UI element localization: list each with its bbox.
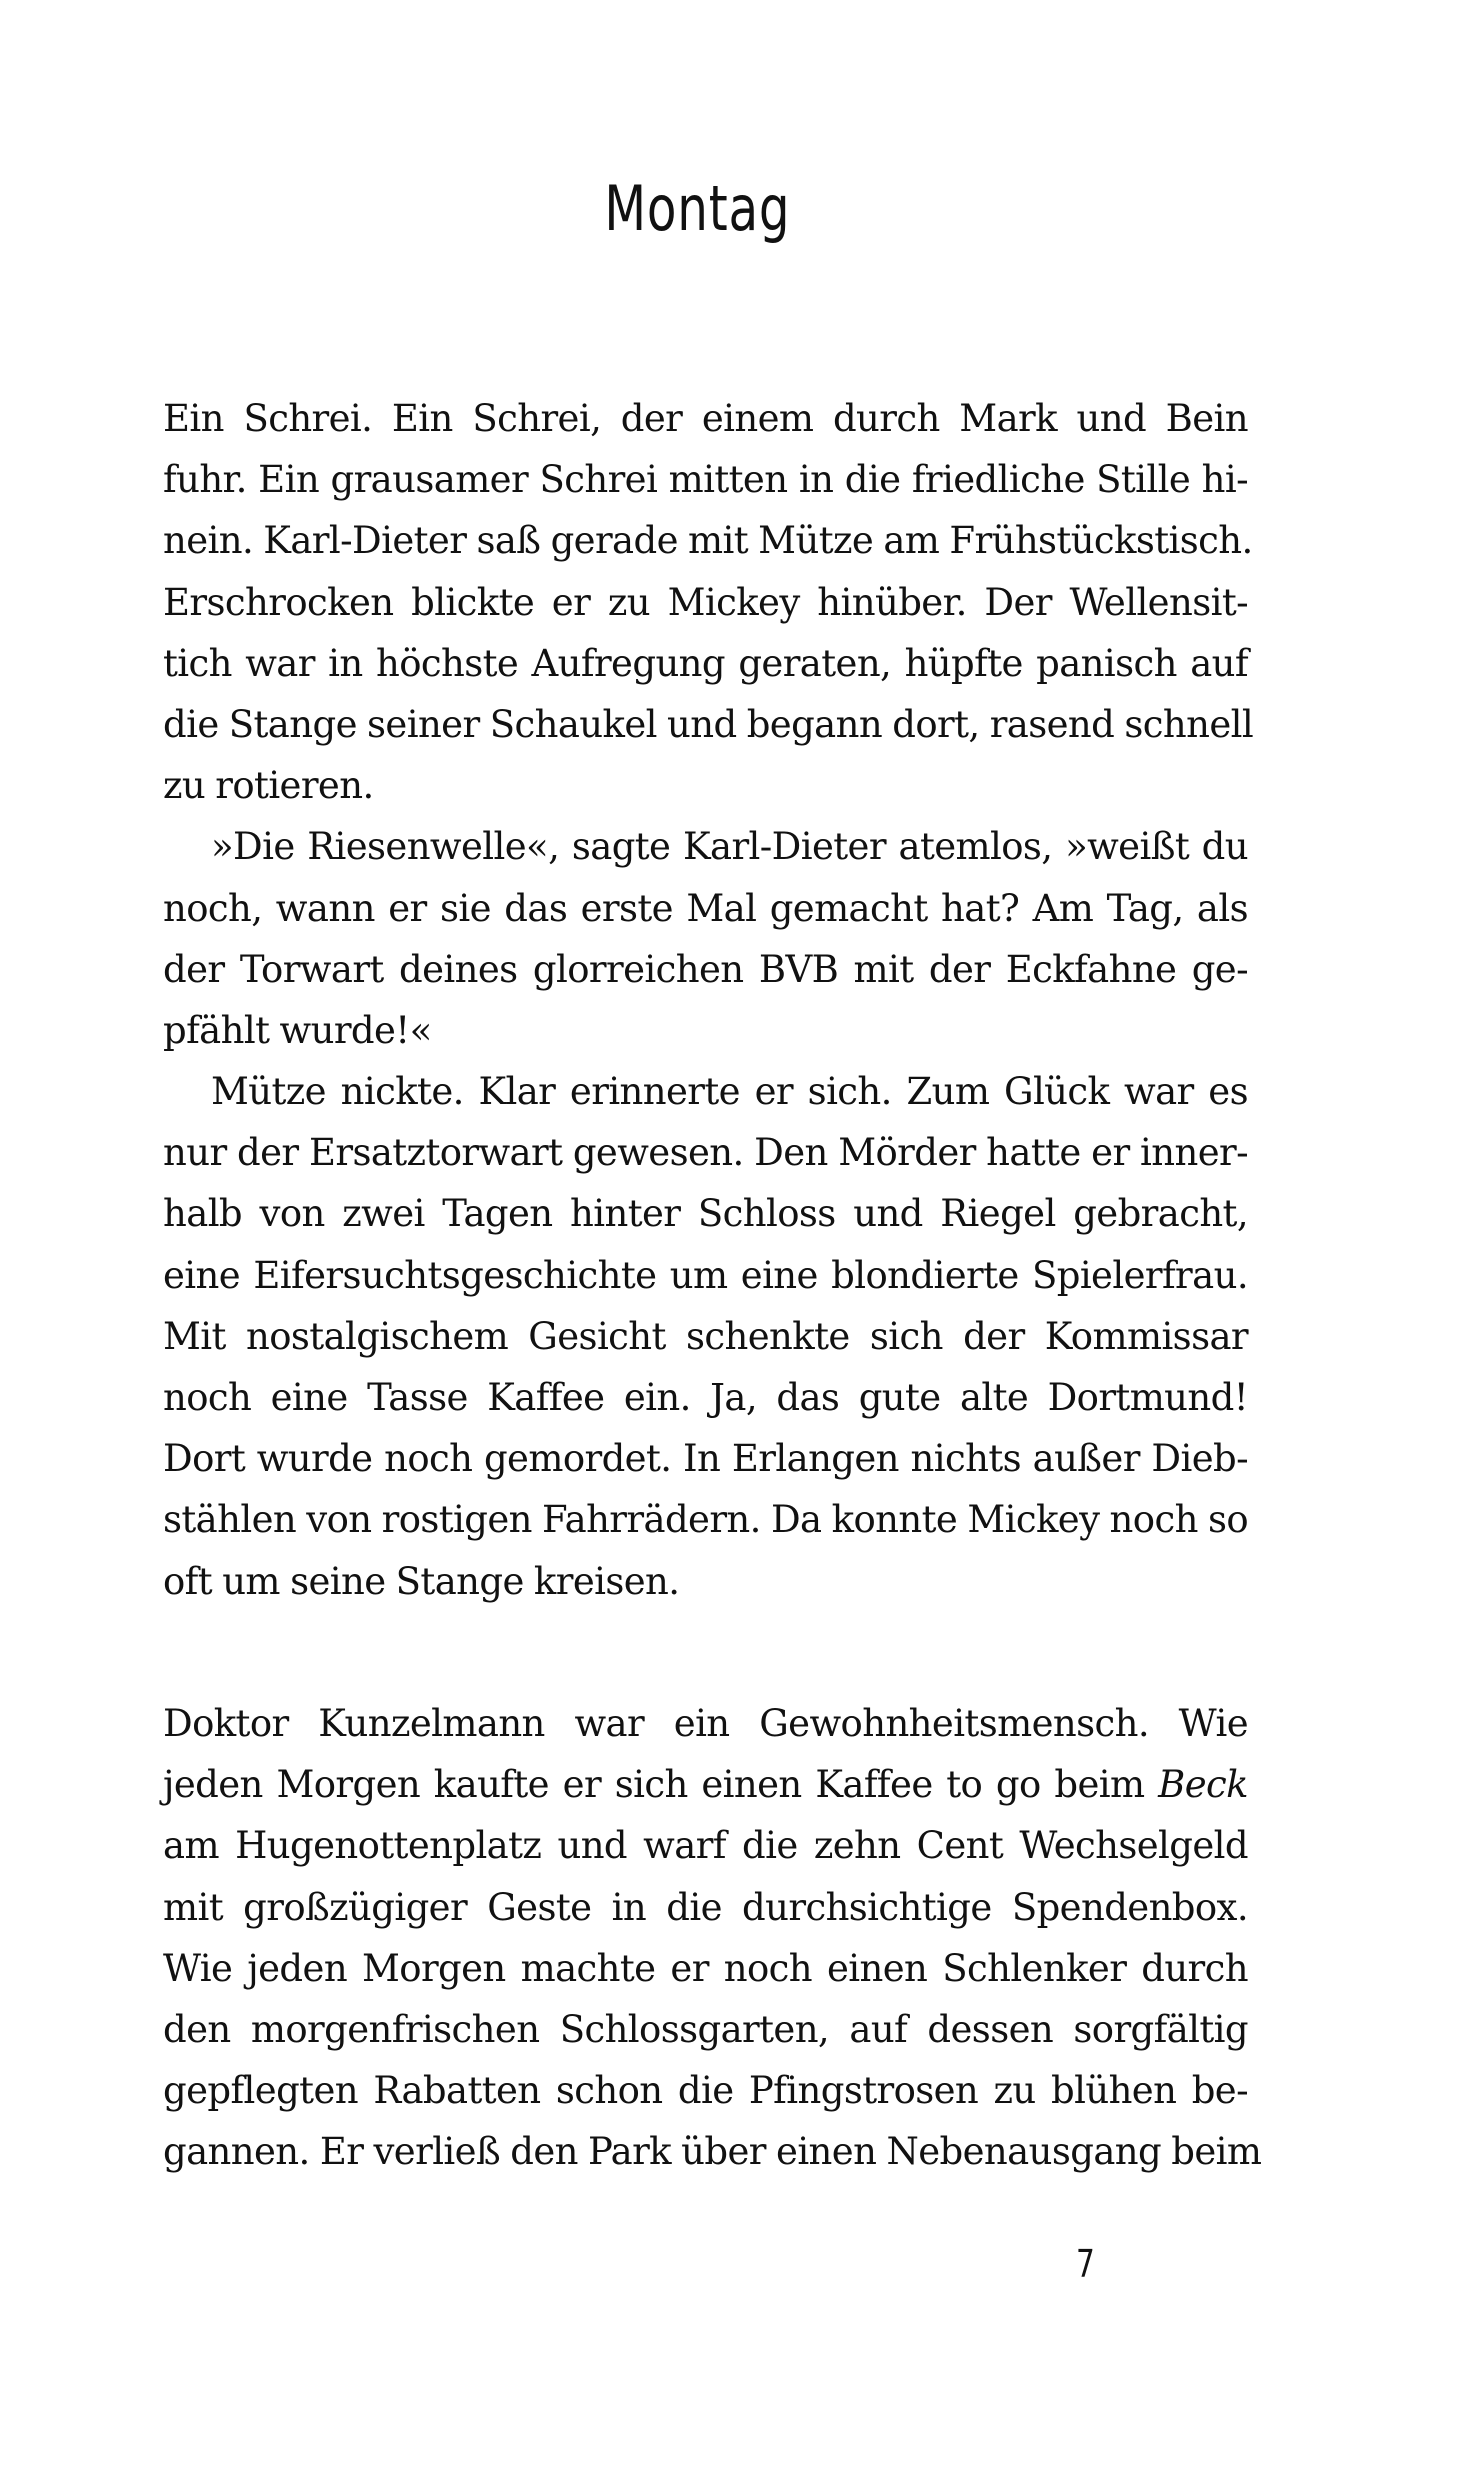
text-line: Erschrocken blickte er zu Mickey hinüber. Der Wellensit- [163, 580, 1248, 624]
text-line: oft um seine Stange kreisen. [163, 1559, 680, 1603]
text-line: mit großzügiger Geste in die durchsichtige Spendenbox. [163, 1885, 1248, 1929]
text-line: halb von zwei Tagen hinter Schloss und Riegel gebracht, [163, 1192, 1248, 1236]
text-line: Ein Schrei. Ein Schrei, der einem durch Mark und Bein [163, 397, 1248, 440]
text-line: »Die Riesenwelle«, sagte Karl-Dieter atemlos, »weißt du [211, 825, 1248, 869]
text-line: zu rotieren. [163, 764, 374, 808]
text-line: der Torwart deines glorreichen BVB mit der Eckfahne ge- [163, 947, 1248, 991]
text-line: fuhr. Ein grausamer Schrei mitten in die friedliche Stille hi- [163, 458, 1248, 502]
section-1 [163, 388, 1254, 1612]
text-line [163, 1754, 1248, 1815]
text-line: nein. Karl-Dieter saß gerade mit Mütze am Frühstückstisch. [163, 519, 1253, 563]
text-line: den morgenfrischen Schlossgarten, auf dessen sorgfältig [163, 2007, 1248, 2051]
text-line: gepflegten Rabatten schon die Pfingstrosen zu blühen be- [163, 2069, 1248, 2113]
text-line: noch eine Tasse Kaffee ein. Ja, das gute alte Dortmund! [163, 1376, 1248, 1419]
text-line: eine Eifersuchtsgeschichte um eine blondierte Spielerfrau. [163, 1253, 1248, 1297]
page-number: 7 [1076, 2242, 1095, 2286]
text-line: nur der Ersatztorwart gewesen. Den Mörder hatte er inner- [163, 1131, 1248, 1175]
text-line: stählen von rostigen Fahrrädern. Da konnte Mickey noch so [163, 1498, 1249, 1542]
chapter-title: Montag [604, 172, 791, 245]
text-line: pfählt wurde!« [163, 1008, 432, 1052]
text-line: Mütze nickte. Klar erinnerte er sich. Zum Glück war es [211, 1070, 1248, 1114]
text-segment: jeden Morgen kaufte er sich einen Kaffee to go beim [163, 1763, 1145, 1807]
text-line: Dort wurde noch gemordet. In Erlangen nichts außer Dieb- [163, 1437, 1248, 1481]
shop-name-emphasis: Beck [1158, 1763, 1248, 1807]
text-line: die Stange seiner Schaukel und begann dort, rasend schnell [163, 702, 1254, 746]
text-line: noch, wann er sie das erste Mal gemacht hat? Am Tag, als [163, 886, 1248, 930]
text-line: Mit nostalgischem Gesicht schenkte sich der Kommissar [163, 1314, 1248, 1358]
text-line: Wie jeden Morgen machte er noch einen Schlenker durch [163, 1946, 1248, 1990]
section-2 [163, 1693, 1262, 2183]
text-line: gannen. Er verließ den Park über einen Nebenausgang beim [163, 2130, 1262, 2174]
text-line: am Hugenottenplatz und warf die zehn Cent Wechselgeld [163, 1824, 1248, 1868]
text-line: tich war in höchste Aufregung geraten, hüpfte panisch auf [163, 641, 1248, 685]
text-line: Doktor Kunzelmann war ein Gewohnheitsmensch. Wie [163, 1702, 1248, 1745]
